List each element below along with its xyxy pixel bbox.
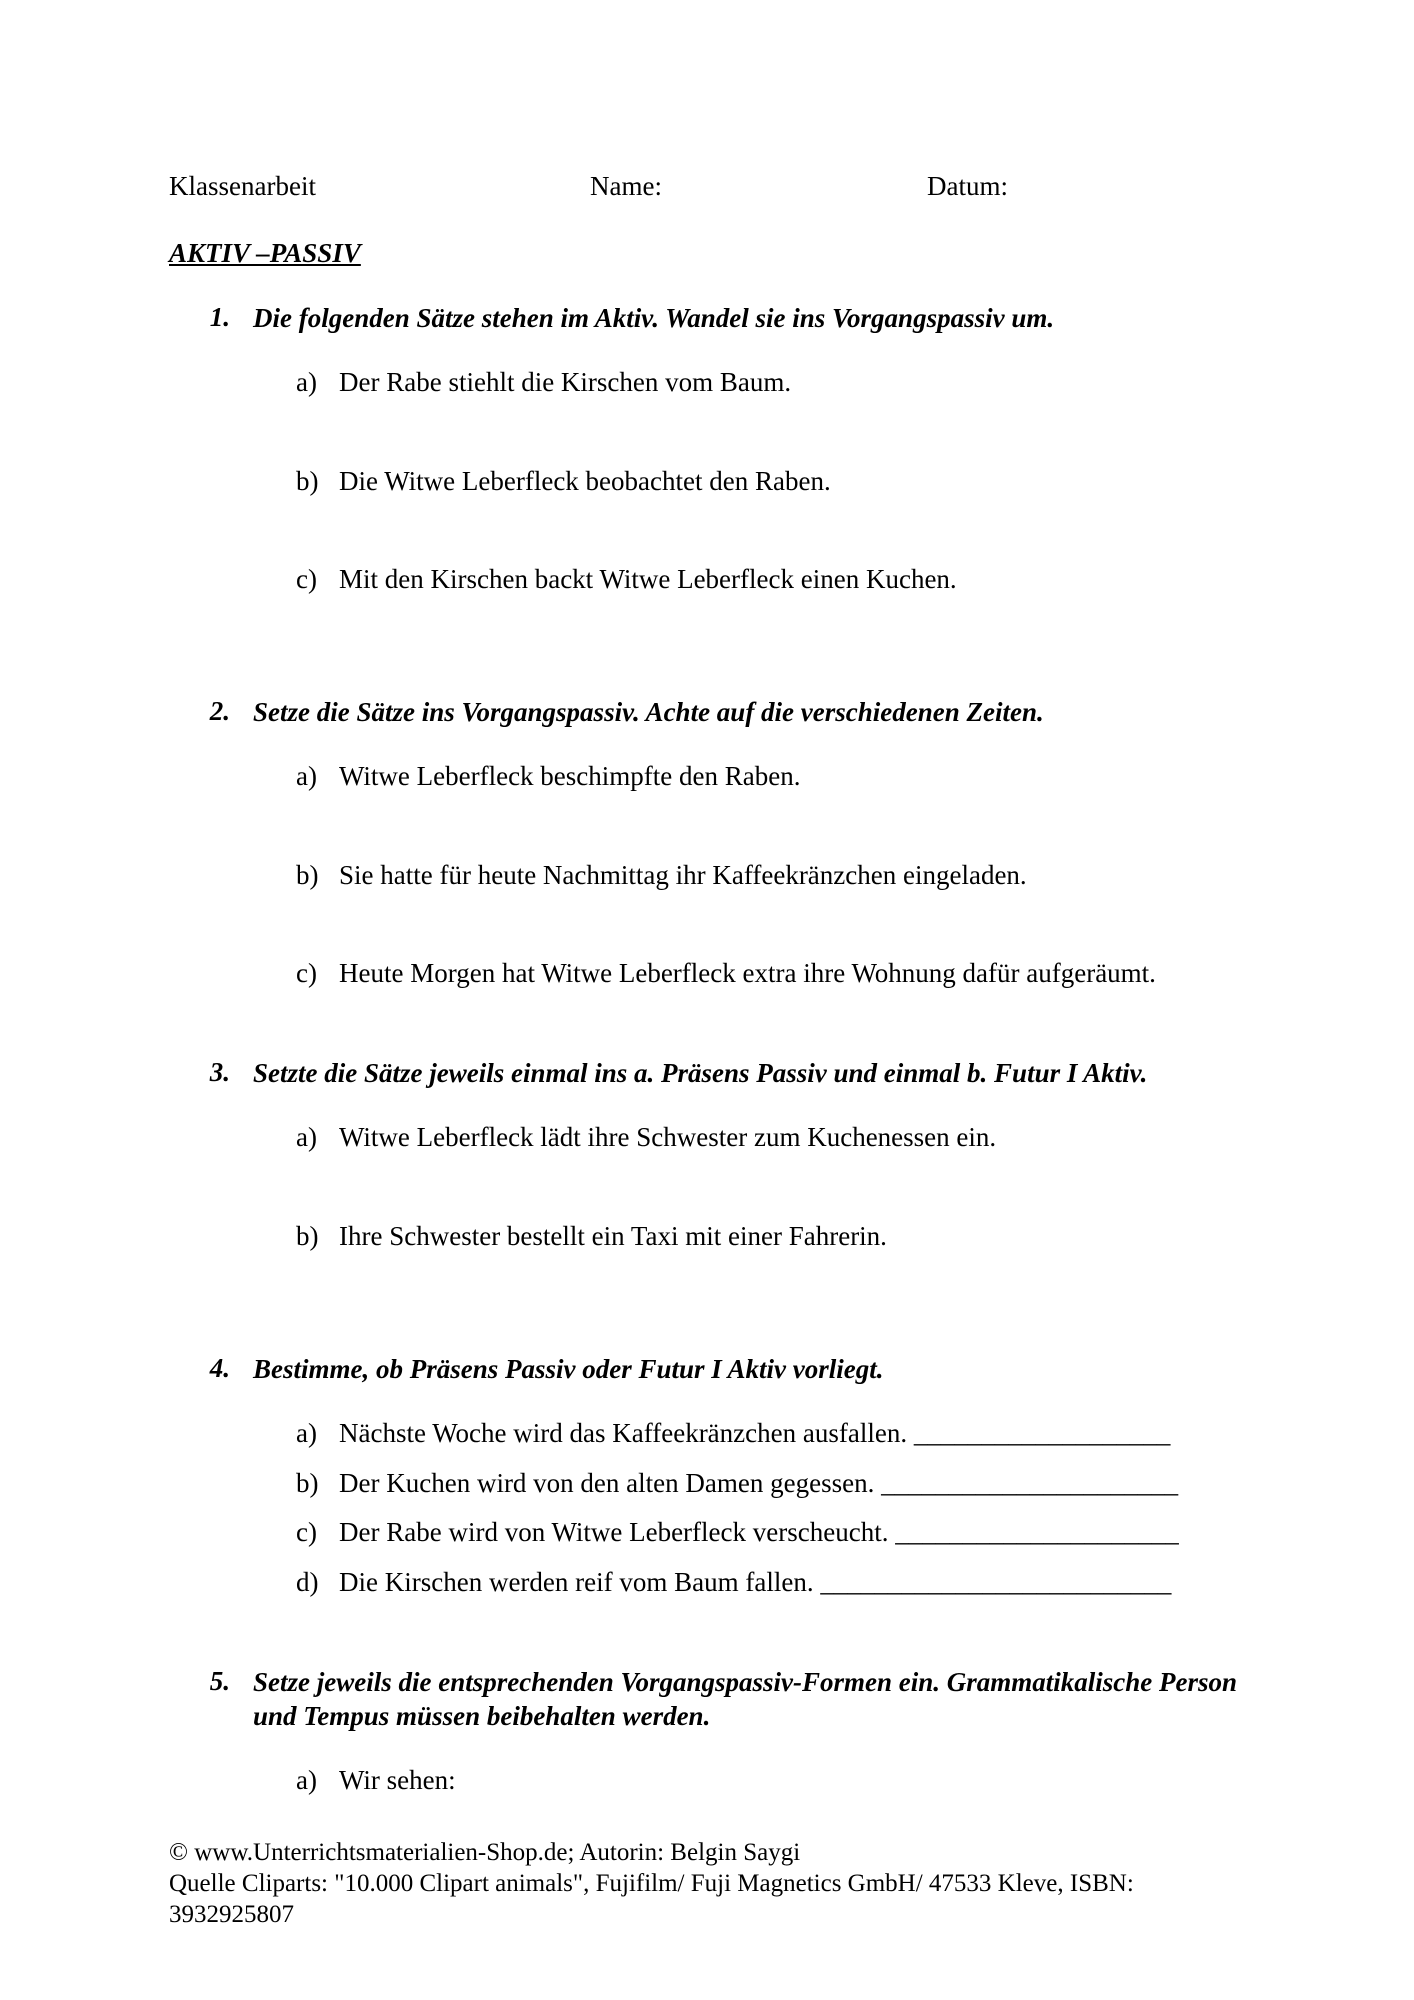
item-text: Die Witwe Leberfleck beobachtet den Raben. [339, 466, 831, 496]
answer-line-item: Der Kuchen wird von den alten Damen gegessen. ______________________ [339, 1468, 1179, 1498]
page-title: AKTIV –PASSIV [169, 238, 361, 268]
item-text: Der Rabe stiehlt die Kirschen vom Baum. [339, 367, 792, 397]
item-letter: b) [296, 1221, 319, 1251]
footer-copyright: © www.Unterrichtsmaterialien-Shop.de; Autorin: Belgin Saygi [169, 1839, 801, 1866]
item-letter: c) [296, 564, 317, 594]
task-number: 4. [209, 1353, 230, 1383]
item-text: Witwe Leberfleck lädt ihre Schwester zum Kuchenessen ein. [339, 1122, 997, 1152]
item-letter: a) [296, 367, 317, 397]
footer-isbn: 3932925807 [169, 1901, 294, 1928]
item-letter: b) [296, 1468, 319, 1498]
item-letter: a) [296, 1418, 317, 1448]
item-text: Sie hatte für heute Nachmittag ihr Kaffeekränzchen eingeladen. [339, 860, 1027, 890]
item-letter: b) [296, 860, 319, 890]
item-text: Heute Morgen hat Witwe Leberfleck extra ihre Wohnung dafür aufgeräumt. [339, 958, 1156, 988]
task-instruction: Setze jeweils die entsprechenden Vorgangspassiv-Formen ein. Grammatikalische Person und Tempus müssen beibehalten werden. [253, 1667, 1238, 1731]
task-number: 1. [209, 302, 230, 332]
task-instruction: Setze die Sätze ins Vorgangspassiv. Achte auf die verschiedenen Zeiten. [253, 697, 1044, 727]
item-letter: c) [296, 1517, 317, 1547]
task-instruction: Bestimme, ob Präsens Passiv oder Futur I Aktiv vorliegt. [253, 1354, 884, 1384]
task-number: 5. [209, 1666, 230, 1696]
item-text: Ihre Schwester bestellt ein Taxi mit einer Fahrerin. [339, 1221, 887, 1251]
answer-line-item: Nächste Woche wird das Kaffeekränzchen ausfallen. ___________________ [339, 1418, 1171, 1448]
item-letter: a) [296, 1765, 317, 1795]
answer-line-item: Der Rabe wird von Witwe Leberfleck verscheucht. _____________________ [339, 1517, 1179, 1547]
item-letter: a) [296, 1122, 317, 1152]
task-instruction: Setzte die Sätze jeweils einmal ins a. Präsens Passiv und einmal b. Futur I Aktiv. [253, 1058, 1148, 1088]
item-text: Mit den Kirschen backt Witwe Leberfleck einen Kuchen. [339, 564, 957, 594]
date-label: Datum: [927, 171, 1008, 201]
item-letter: c) [296, 958, 317, 988]
task-number: 2. [209, 696, 230, 726]
item-text: Wir sehen: [339, 1765, 456, 1795]
answer-line-item: Die Kirschen werden reif vom Baum fallen. __________________________ [339, 1567, 1172, 1597]
name-label: Name: [590, 171, 662, 201]
footer-source: Quelle Cliparts: "10.000 Clipart animals", Fujifilm/ Fuji Magnetics GmbH/ 47533 Kleve, ISBN: [169, 1870, 1134, 1897]
item-letter: a) [296, 761, 317, 791]
item-text: Witwe Leberfleck beschimpfte den Raben. [339, 761, 801, 791]
subject-label: Klassenarbeit [169, 171, 316, 201]
task-instruction: Die folgenden Sätze stehen im Aktiv. Wandel sie ins Vorgangspassiv um. [253, 303, 1055, 333]
item-letter: d) [296, 1567, 319, 1597]
task-number: 3. [209, 1057, 230, 1087]
item-letter: b) [296, 466, 319, 496]
